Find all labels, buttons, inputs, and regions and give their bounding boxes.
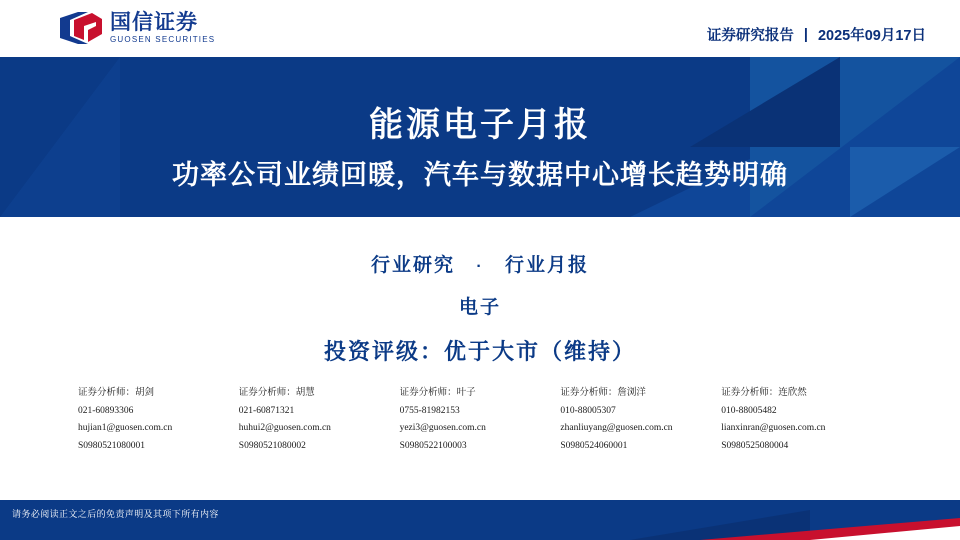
- guosen-logo-icon: [58, 10, 104, 46]
- analyst-email: yezi3@guosen.com.cn: [399, 423, 486, 433]
- report-type-label: 证券研究报告: [706, 28, 794, 44]
- page-footer: [0, 500, 960, 540]
- report-title: 能源电子月报: [369, 106, 591, 144]
- analyst-email: huhui2@guosen.com.cn: [238, 423, 331, 433]
- title-banner: [0, 57, 960, 217]
- report-date: 2025年09月17日: [817, 28, 926, 44]
- analyst-license: S0980521080002: [238, 440, 306, 451]
- analyst-name: 证券分析师：胡剑: [78, 388, 155, 398]
- analyst-name: 证券分析师：詹浏洋: [560, 388, 646, 398]
- analyst-license: S0980524060001: [560, 440, 628, 451]
- footer-facet-white: [810, 526, 960, 540]
- analyst-phone: 021-60893306: [78, 405, 134, 416]
- analyst-card: [721, 385, 882, 455]
- analyst-name: 证券分析师：连欣然: [721, 388, 807, 398]
- analyst-card: [560, 385, 721, 455]
- analyst-phone: 0755-81982153: [399, 405, 460, 416]
- cover-body: [0, 217, 960, 500]
- analyst-email: hujian1@guosen.com.cn: [78, 423, 173, 433]
- separator-dot: ·: [476, 258, 484, 275]
- analyst-phone: 010-88005482: [721, 405, 777, 416]
- industry-research-label: 行业研究: [371, 255, 456, 276]
- analyst-license: S0980522100003: [399, 440, 467, 451]
- header-meta: [707, 24, 926, 45]
- logo-wordmark: [110, 11, 215, 45]
- analyst-license: S0980525080004: [721, 440, 789, 451]
- analyst-card: [400, 385, 561, 455]
- logo-name-en: GUOSEN SECURITIES: [110, 35, 216, 44]
- investment-rating: 投资评级：优于大市（维持）: [323, 339, 636, 364]
- analyst-card: [239, 385, 400, 455]
- analyst-email: lianxinran@guosen.com.cn: [721, 423, 826, 433]
- page-header: [0, 0, 960, 57]
- analyst-card: [78, 385, 239, 455]
- analyst-phone: 021-60871321: [238, 405, 295, 416]
- report-subtitle: 功率公司业绩回暖，汽车与数据中心增长趋势明确: [172, 160, 788, 190]
- analyst-email: zhanliuyang@guosen.com.cn: [560, 423, 673, 433]
- research-category-line: [0, 250, 960, 277]
- sector-label: 电子: [458, 297, 501, 318]
- analyst-name: 证券分析师：叶子: [399, 388, 476, 398]
- logo-name-cn: 国信证券: [110, 11, 198, 34]
- header-divider: |: [803, 26, 808, 43]
- analyst-phone: 010-88005307: [560, 405, 616, 416]
- disclaimer-text: 请务必阅读正文之后的免责声明及其项下所有内容: [12, 509, 219, 519]
- company-logo: [58, 10, 215, 46]
- analyst-name: 证券分析师：胡慧: [238, 388, 315, 398]
- monthly-report-label: 行业月报: [504, 255, 589, 276]
- analyst-list: [0, 385, 960, 455]
- analyst-license: S0980521080001: [78, 440, 146, 451]
